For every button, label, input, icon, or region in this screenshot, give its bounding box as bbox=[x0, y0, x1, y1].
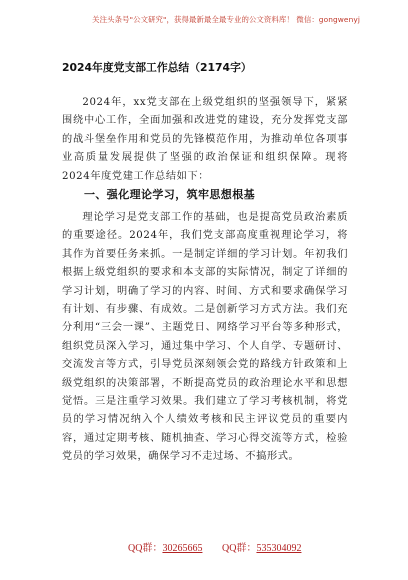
footer bbox=[0, 539, 408, 553]
qq-group-1-number[interactable]: 30265665 bbox=[162, 543, 203, 554]
header-note: 关注头条号"公文研究"，获得最新最全最专业的公文资料库！ 微信：gongwenyj bbox=[92, 15, 360, 24]
document-title: 2024年度党支部工作总结（2174字） bbox=[62, 61, 252, 74]
qq-group-1 bbox=[128, 539, 202, 554]
qq-group-1-label: QQ群： bbox=[128, 543, 163, 554]
qq-group-2-number[interactable]: 535304092 bbox=[256, 543, 302, 554]
qq-group-2-label: QQ群： bbox=[222, 543, 257, 554]
qq-group-2 bbox=[222, 539, 301, 554]
intro-paragraph: 2024年，xx党支部在上级党组织的坚强领导下，紧紧围绕中心工作，全面加强和改进党的建设，充分发挥党支部的战斗堡垒作用和党员的先锋模范作用，为推动单位各项事业高质量发展提供了坚强的政治保证和组织保障。现将2024年度党建工作总结如下： bbox=[62, 97, 348, 182]
section-body-paragraph: 理论学习是党支部工作的基础，也是提高党员政治素质的重要途径。2024年，我们党支部高度重视理论学习，将其作为首要任务来抓。一是制定详细的学习计划。年初我们根据上级党组织的要求和本支部的实际情况，制定了详细的学习计划，明确了学习的内容、时间、方式和要求确保学习有计划、有步骤、有成效。二是创新学习方式方法。我们充分利用“三会一课”、主题党日、网络学习平台等多种形式，组织党员深入学习，通过集中学习、个人自学、专题研讨、交流发言等方式，引导党员深刻领会党的路线方针政策和上级党组织的决策部署，不断提高党员的政治理论水平和思想觉悟。三是注重学习效果。我们建立了学习考核机制，将党员的学习情况纳入个人绩效考核和民主评议党员的重要内容，通过定期考核、随机抽查、学习心得交流等方式，检验党员的学习效果，确保学习不走过场、不搞形式。 bbox=[62, 212, 348, 463]
section-heading: 一、强化理论学习，筑牢思想根基 bbox=[84, 188, 255, 201]
